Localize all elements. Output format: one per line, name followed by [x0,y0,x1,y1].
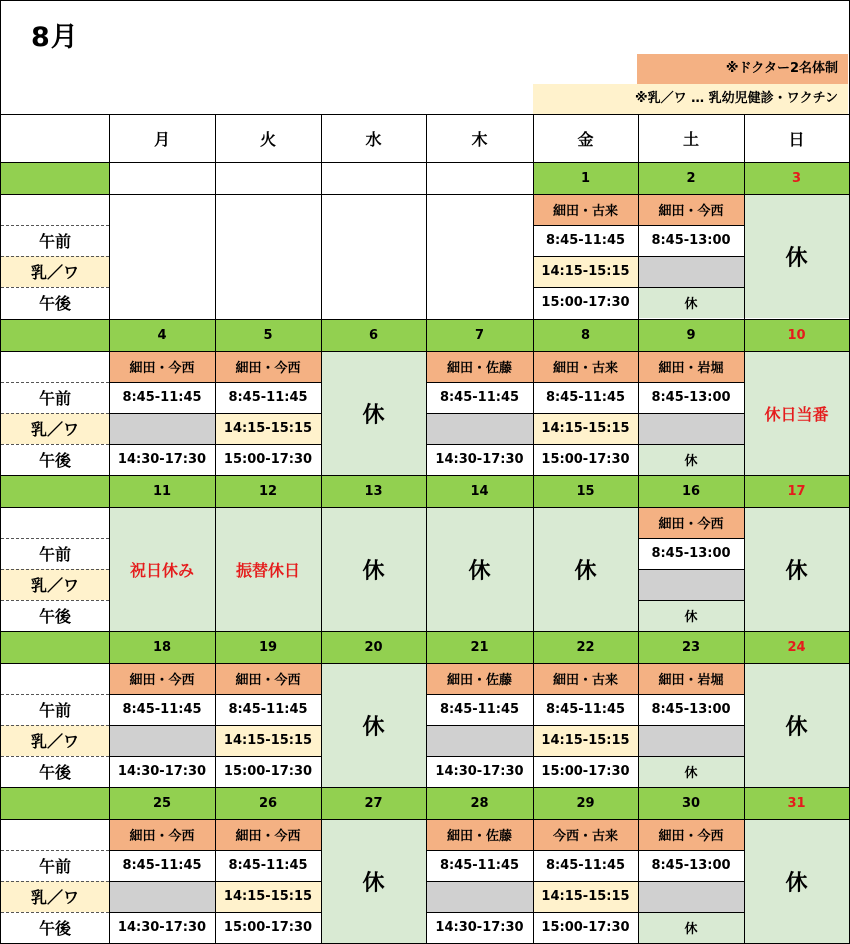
nyuwa-hours: 14:15-15:15 [533,725,638,756]
doctor-names: 細田・今西 [109,663,215,694]
doctor-names: 細田・今西 [215,663,321,694]
week-bar-line [1,663,849,664]
am-hours: 8:45-13:00 [638,538,744,569]
nyuwa-hours: 14:15-15:15 [215,413,321,444]
row-label-pm: 午後 [38,607,71,626]
cell-line [533,850,638,851]
cell-line [533,912,638,913]
doctor-names: 細田・今西 [638,507,744,538]
doctor-names: 細田・古来 [533,351,638,382]
cell-line [638,225,744,226]
column-line [321,114,322,943]
date-cell: 6 [321,319,426,351]
row-divider [1,912,109,913]
nyuwa-hours: 14:15-15:15 [533,413,638,444]
pm-closed: 休 [638,756,744,787]
date-cell: 23 [638,631,744,663]
cell-line [533,881,638,882]
pm-closed: 休 [638,912,744,943]
doctor-names: 細田・今西 [215,351,321,382]
cell-line [533,225,638,226]
date-cell: 12 [215,475,321,507]
date-cell-empty [215,162,321,194]
row-divider [1,694,109,695]
nyuwa-none [426,725,533,756]
am-hours: 8:45-13:00 [638,225,744,256]
week-top-line [1,475,849,476]
cell-line [426,444,533,445]
pm-hours: 14:30-17:30 [426,756,533,787]
pm-hours: 15:00-17:30 [215,756,321,787]
week-top-line [1,162,849,163]
column-line [638,114,639,943]
am-hours: 8:45-11:45 [215,850,321,881]
cell-line [426,694,533,695]
week-top-line [1,787,849,788]
row-divider [1,725,109,726]
cell-line [638,256,744,257]
weekday-header: 金 [577,129,594,149]
nyuwa-hours: 14:15-15:15 [215,881,321,912]
date-cell: 14 [426,475,533,507]
pm-hours: 14:30-17:30 [109,912,215,943]
cell-line [215,382,321,383]
row-label-nyuwa: 乳／ワ [1,569,109,600]
nyuwa-none [109,413,215,444]
cell-line [638,756,744,757]
pm-hours: 15:00-17:30 [215,912,321,943]
cell-line [215,912,321,913]
pm-hours: 14:30-17:30 [109,444,215,475]
date-cell: 3 [744,162,849,194]
doctor-names: 細田・岩堀 [638,663,744,694]
cell-line [109,881,215,882]
row-label-am: 午前 [38,701,71,720]
cell-line [109,382,215,383]
date-cell: 4 [109,319,215,351]
pm-hours: 15:00-17:30 [215,444,321,475]
row-label-pm: 午後 [38,919,71,938]
date-cell: 29 [533,787,638,819]
week-top-line [1,631,849,632]
date-cell: 26 [215,787,321,819]
day-blank [215,194,321,318]
doctor-names: 細田・古来 [533,663,638,694]
date-cell-empty [109,162,215,194]
date-cell: 24 [744,631,849,663]
doctor-names: 今西・古来 [533,819,638,850]
cell-line [638,413,744,414]
cell-line [215,756,321,757]
date-cell: 21 [426,631,533,663]
cell-line [109,725,215,726]
doctor-names: 細田・佐藤 [426,351,533,382]
column-line [109,114,110,943]
column-line [426,114,427,943]
row-label-am: 午前 [38,232,71,251]
cell-line [215,413,321,414]
cell-line [533,413,638,414]
row-divider [1,287,109,288]
pm-hours: 14:30-17:30 [426,444,533,475]
cell-line [215,881,321,882]
cell-line [638,287,744,288]
pm-closed: 休 [638,600,744,631]
am-hours: 8:45-11:45 [215,382,321,413]
date-cell: 20 [321,631,426,663]
cell-line [638,538,744,539]
closed-day: 休 [321,507,426,631]
row-divider [1,413,109,414]
cell-line [638,600,744,601]
am-hours: 8:45-11:45 [533,694,638,725]
weekday-header: 水 [365,129,382,149]
week-bar-line [1,819,849,820]
row-divider [1,538,109,539]
date-cell: 25 [109,787,215,819]
am-hours: 8:45-11:45 [215,694,321,725]
date-cell: 22 [533,631,638,663]
week-bar [1,631,109,663]
cell-line [638,382,744,383]
date-cell: 5 [215,319,321,351]
cell-line [533,725,638,726]
cell-line [533,444,638,445]
row-divider [1,881,109,882]
date-cell-empty [426,162,533,194]
row-label-am: 午前 [38,545,71,564]
week-bar [1,475,109,507]
date-cell: 8 [533,319,638,351]
column-line [744,114,745,943]
nyuwa-none [109,725,215,756]
weekday-header: 日 [788,129,805,149]
date-cell: 18 [109,631,215,663]
doctor-names: 細田・今西 [109,351,215,382]
date-cell-empty [321,162,426,194]
closed-day: 休 [744,663,849,787]
am-hours: 8:45-13:00 [638,382,744,413]
pm-hours: 14:30-17:30 [109,756,215,787]
row-divider [1,569,109,570]
nyuwa-none [638,881,744,912]
doctor-names: 細田・古来 [533,194,638,225]
pm-hours: 15:00-17:30 [533,444,638,475]
doctor-names: 細田・今西 [638,194,744,225]
am-hours: 8:45-13:00 [638,850,744,881]
nyuwa-hours: 14:15-15:15 [215,725,321,756]
doctor-names: 細田・佐藤 [426,819,533,850]
weekday-header: 木 [471,129,488,149]
am-hours: 8:45-11:45 [426,850,533,881]
week-bar-line [1,194,849,195]
row-label-nyuwa: 乳／ワ [1,256,109,287]
am-hours: 8:45-11:45 [426,382,533,413]
date-cell: 28 [426,787,533,819]
am-hours: 8:45-13:00 [638,694,744,725]
doctor-names: 細田・佐藤 [426,663,533,694]
am-hours: 8:45-11:45 [533,382,638,413]
nyuwa-hours: 14:15-15:15 [533,881,638,912]
date-cell: 13 [321,475,426,507]
closed-day: 休 [533,507,638,631]
pm-hours: 15:00-17:30 [533,756,638,787]
cell-line [426,413,533,414]
cell-line [638,725,744,726]
doctor-names: 細田・今西 [638,819,744,850]
closed-day: 休 [744,194,849,318]
month-title: 8月 [31,22,79,53]
pm-closed: 休 [638,287,744,318]
cell-line [215,444,321,445]
nyuwa-none [426,881,533,912]
cell-line [638,694,744,695]
row-divider [1,382,109,383]
nyuwa-none [638,256,744,287]
date-cell: 11 [109,475,215,507]
row-label-am: 午前 [38,389,71,408]
cell-line [109,756,215,757]
date-cell: 2 [638,162,744,194]
am-hours: 8:45-11:45 [533,225,638,256]
am-hours: 8:45-11:45 [109,382,215,413]
date-cell: 30 [638,787,744,819]
cell-line [426,912,533,913]
closed-day: 休 [321,819,426,943]
pm-closed: 休 [638,444,744,475]
nyuwa-none [426,413,533,444]
cell-line [109,694,215,695]
cell-line [426,725,533,726]
cell-line [638,444,744,445]
closed-day: 休 [744,819,849,943]
doctor-names: 細田・岩堀 [638,351,744,382]
cell-line [638,912,744,913]
row-label-nyuwa: 乳／ワ [1,725,109,756]
row-divider [1,756,109,757]
cell-line [533,694,638,695]
cell-line [533,756,638,757]
column-line [533,114,534,943]
week-bar-line [1,351,849,352]
row-divider [1,850,109,851]
nyuwa-none [638,413,744,444]
closed-day: 休 [321,663,426,787]
closed-day: 休日当番 [744,351,849,475]
row-label-pm: 午後 [38,763,71,782]
week-bar [1,162,109,194]
weekday-header: 火 [259,129,276,149]
day-blank [109,194,215,318]
closed-day: 休 [744,507,849,631]
cell-line [638,569,744,570]
doctor-names: 細田・今西 [215,819,321,850]
week-bar [1,787,109,819]
date-cell: 17 [744,475,849,507]
row-divider [1,256,109,257]
nyuwa-none [638,569,744,600]
week-bar [1,319,109,351]
closed-day: 休 [426,507,533,631]
weekday-header: 月 [153,129,170,149]
nyuwa-none [638,725,744,756]
cell-line [426,850,533,851]
row-label-pm: 午後 [38,294,71,313]
day-blank [321,194,426,318]
cell-line [533,287,638,288]
date-cell: 31 [744,787,849,819]
column-line [215,114,216,943]
cell-line [109,850,215,851]
cell-line [215,850,321,851]
am-hours: 8:45-11:45 [533,850,638,881]
date-cell: 10 [744,319,849,351]
legend-nyuwa: ※乳／ワ … 乳幼児健診・ワクチン [533,84,848,114]
header-top-line [1,114,849,115]
nyuwa-none [109,881,215,912]
date-cell: 9 [638,319,744,351]
cell-line [109,444,215,445]
day-blank [426,194,533,318]
row-label-am: 午前 [38,857,71,876]
cell-line [426,756,533,757]
cell-line [533,382,638,383]
legend-doctor-two: ※ドクター2名体制 [637,54,848,84]
pm-hours: 14:30-17:30 [426,912,533,943]
row-label-pm: 午後 [38,451,71,470]
cell-line [109,413,215,414]
closed-day: 祝日休み [109,507,215,631]
week-bar-line [1,507,849,508]
date-cell: 27 [321,787,426,819]
row-divider [1,600,109,601]
weekday-header: 土 [682,129,699,149]
am-hours: 8:45-11:45 [426,694,533,725]
pm-hours: 15:00-17:30 [533,287,638,318]
pm-hours: 15:00-17:30 [533,912,638,943]
row-divider [1,444,109,445]
row-divider [1,225,109,226]
date-cell: 15 [533,475,638,507]
week-top-line [1,319,849,320]
am-hours: 8:45-11:45 [109,850,215,881]
cell-line [638,850,744,851]
cell-line [215,694,321,695]
closed-day: 休 [321,351,426,475]
date-cell: 19 [215,631,321,663]
am-hours: 8:45-11:45 [109,694,215,725]
date-cell: 16 [638,475,744,507]
cell-line [109,912,215,913]
cell-line [215,725,321,726]
closed-day: 振替休日 [215,507,321,631]
nyuwa-hours: 14:15-15:15 [533,256,638,287]
date-cell: 1 [533,162,638,194]
cell-line [638,881,744,882]
row-label-nyuwa: 乳／ワ [1,881,109,912]
row-label-nyuwa: 乳／ワ [1,413,109,444]
doctor-names: 細田・今西 [109,819,215,850]
cell-line [533,256,638,257]
cell-line [426,382,533,383]
date-cell: 7 [426,319,533,351]
cell-line [426,881,533,882]
